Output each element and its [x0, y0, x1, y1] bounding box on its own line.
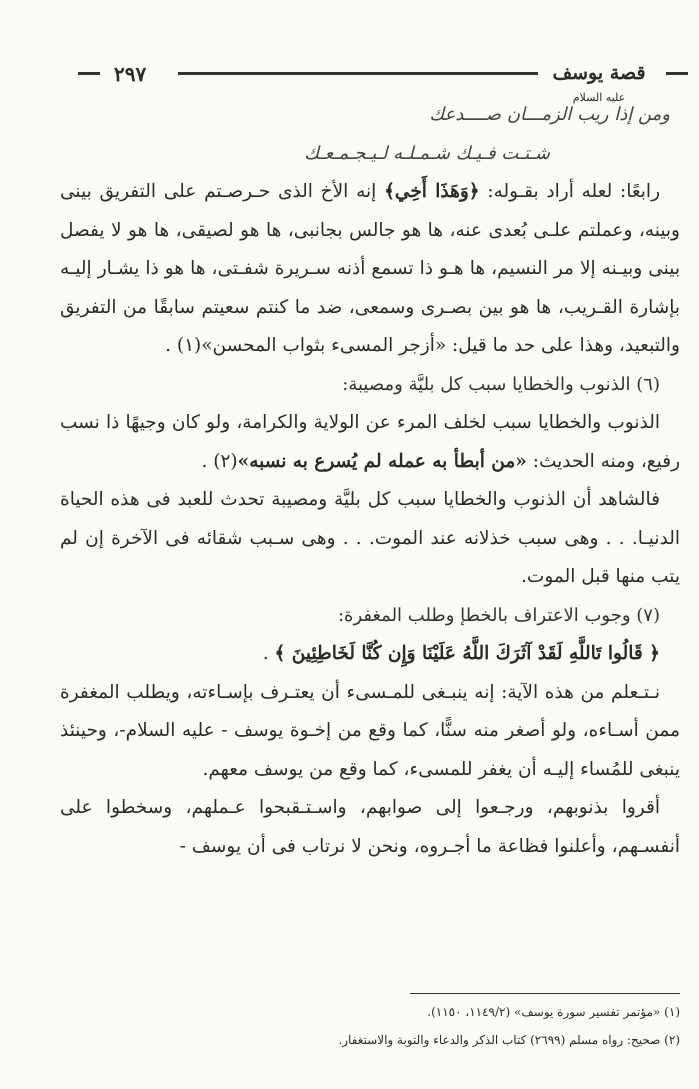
- header-rule-right: [666, 72, 688, 75]
- section-heading-6: (٦) الذنوب والخطايا سبب كل بليَّة ومصيبة:: [342, 373, 660, 395]
- paragraph-fourth-start: رابعًا: لعله أراد بقـوله:: [479, 181, 661, 202]
- poetry-verse-2: شـتـت فـيـك شـمـلـه لـيـجـمـعـك: [304, 142, 550, 164]
- paragraph-lesson: نـتـعلم من هذه الآية: إنه ينبـغى للمـسىء أن يعتـرف بإسـاءته، ويطلب المغفرة ممن أسـاءه، ولو أصغر منه سنًّا، كما وقع من إخـوة يوسف - عليه السلام-، وحينئذ ينبغى للمُساء إليـه أن يغفر للمسىء، كما وقع من يوسف معهم.: [60, 681, 680, 780]
- footnote-1: (١) «مؤتمر تفسير سورة يوسف» (١١٤٩/٢، ١١٥٠).: [427, 1005, 680, 1019]
- footnote-divider: [410, 993, 680, 994]
- paragraph-confession: أقروا بذنوبهم، ورجـعوا إلى صوابهم، واسـتـقبحوا عـملهم، وسخطوا على أنفسـهم، وأعلنوا فظاعة ما أجـروه، ونحن لا نرتاب فى أن يوسف -: [60, 797, 680, 857]
- footnotes: [60, 998, 680, 1054]
- hadith-quote: «من أبطأ به عمله لم يُسرع به نسبه»: [237, 450, 527, 472]
- footnote-2: (٢) صحيح: رواه مسلم (٢٦٩٩) كتاب الذكر والدعاء والتوبة والاستغفار.: [338, 1033, 680, 1047]
- header-rule-left: [78, 72, 100, 75]
- page-number: ٢٩٧: [114, 62, 147, 86]
- paragraph-sins-end: (٢) .: [201, 450, 238, 472]
- paragraph-sins: [60, 404, 680, 481]
- paragraph-fourth-rest: إنه الأخ الذى حـرصـتم على التفريق بينى وبينه، وعملتم علـى بُعدى عنه، ها هو جالس بجانبى، ها هو لصيقى، ها هو لا يفصل بينى وبيـنه إلا مر النسيم، ها هـو ذا تسمع أذنه سـريرة شفـتى، ها هو ذا يشـار إليـه بإشارة القـريب، ها هو بين بصـرى وسمعى، ضد ما كنتم سعيتم سابقًا من التفريق والتبعيد، وهذا على حد ما قيل: «أزجر المسىء بثواب المحسن»(١) .: [60, 181, 680, 356]
- header-rule-middle: [178, 72, 538, 75]
- paragraph-fourth: [60, 173, 680, 366]
- running-title-text: قصة يوسف: [552, 62, 646, 84]
- paragraph-witness: فالشاهد أن الذنوب والخطايا سبب كل بليَّة ومصيبة تحدث للعبد فى هذه الحياة الدنيـا. . . وهى سبب خذلانه عند الموت. . . وهى سـبب شقائه فى الآخرة إن لم يتب منها قبل الموت.: [60, 489, 680, 587]
- section-heading-7: (٧) وجوب الاعتراف بالخطإ وطلب المغفرة:: [337, 604, 660, 626]
- quran-verse-block: [60, 635, 680, 674]
- page-header: [70, 62, 690, 104]
- honorific: عليه السلام: [572, 91, 626, 104]
- quran-quote-confession: ﴿ قَالُوا تَاللَّهِ لَقَدْ آثَرَكَ اللَّهُ عَلَيْنَا وَإِن كُنَّا لَخَاطِئِينَ ﴾: [274, 643, 660, 664]
- main-text: [60, 96, 680, 866]
- quran-quote-brother: ﴿وَهَذَا أَخِي﴾: [384, 181, 480, 202]
- poetry-verse-1: ومن إذا ريب الزمـــان صــــدعك: [429, 104, 670, 125]
- paragraph-sins-start: الذنوب والخطايا سبب لخلف المرء عن الولاية والكرامة، ولو كان وجيهًا ذا نسب رفيع، ومنه الحديث:: [60, 412, 680, 472]
- quran-quote-end: .: [262, 643, 275, 664]
